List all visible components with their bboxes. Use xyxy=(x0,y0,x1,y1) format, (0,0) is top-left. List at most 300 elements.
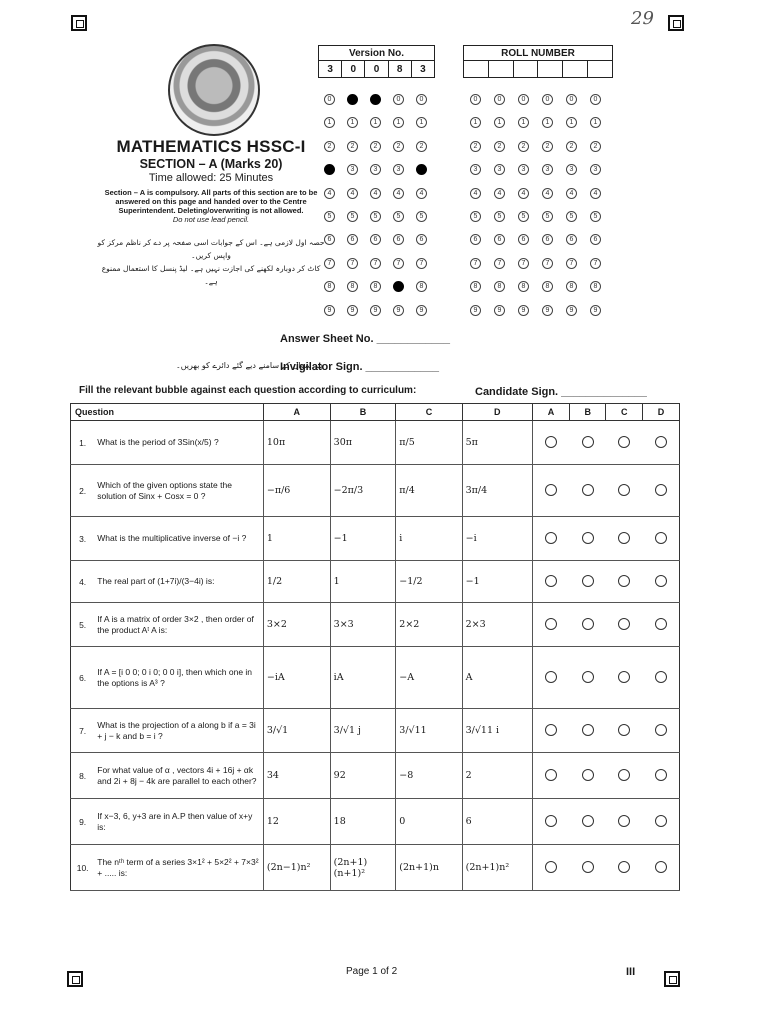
option-a: 10π xyxy=(263,421,330,465)
version-bubble[interactable]: 1 xyxy=(416,117,427,128)
version-bubble[interactable]: 9 xyxy=(416,305,427,316)
answer-bubble-b[interactable] xyxy=(582,484,594,496)
version-bubble[interactable]: 6 xyxy=(393,234,404,245)
roll-bubble[interactable]: 1 xyxy=(470,117,481,128)
roll-bubble[interactable]: 5 xyxy=(590,211,601,222)
option-d: (2n+1)n² xyxy=(462,845,532,891)
answer-bubble-a[interactable] xyxy=(545,618,557,630)
question-row xyxy=(71,465,680,517)
option-c: π/5 xyxy=(396,421,462,465)
version-digit: 8 xyxy=(388,61,411,78)
version-bubble[interactable]: 6 xyxy=(347,234,358,245)
option-b: (2n+1)(n+1)² xyxy=(330,845,396,891)
roll-digit-cell[interactable] xyxy=(513,61,538,78)
version-bubble[interactable]: 6 xyxy=(416,234,427,245)
version-label: Version No. xyxy=(319,46,435,61)
roll-bubble[interactable]: 4 xyxy=(494,188,505,199)
handwritten-page-number: 29 xyxy=(631,8,654,29)
version-bubble[interactable]: 0 xyxy=(324,94,335,105)
question-text: If A = [i 0 0; 0 i 0; 0 0 i], then which one in the options is A³ ? xyxy=(94,647,263,709)
answer-bubble-cell-a xyxy=(532,845,569,891)
roll-bubble[interactable]: 8 xyxy=(542,281,553,292)
answer-bubble-cell-d xyxy=(642,603,679,647)
version-bubble[interactable]: 7 xyxy=(324,258,335,269)
question-row xyxy=(71,517,680,561)
answer-bubble-cell-c xyxy=(606,603,643,647)
question-row xyxy=(71,647,680,709)
answer-bubble-c[interactable] xyxy=(618,724,630,736)
option-a: −iA xyxy=(263,647,330,709)
answer-bubble-cell-c xyxy=(606,845,643,891)
option-d: 2×3 xyxy=(462,603,532,647)
roll-bubble[interactable]: 3 xyxy=(590,164,601,175)
roll-bubble[interactable]: 4 xyxy=(542,188,553,199)
answer-bubble-a[interactable] xyxy=(545,671,557,683)
answer-bubble-cell-d xyxy=(642,561,679,603)
answer-bubble-b[interactable] xyxy=(582,861,594,873)
version-digit: 0 xyxy=(365,61,388,78)
answer-bubble-cell-c xyxy=(606,709,643,753)
roll-bubble[interactable]: 6 xyxy=(494,234,505,245)
answer-bubble-cell-b xyxy=(569,753,606,799)
option-b: 30π xyxy=(330,421,396,465)
option-b: −2π/3 xyxy=(330,465,396,517)
answer-bubble-c[interactable] xyxy=(618,861,630,873)
version-bubble[interactable]: 5 xyxy=(347,211,358,222)
urdu-line-1: حصہ اول لازمی ہے۔ اس کے جوابات اسی صفحہ پر دے کر ناظم مرکز کو واپس کریں۔ xyxy=(97,238,325,260)
time-allowed: Time allowed: 25 Minutes xyxy=(148,172,274,184)
answer-bubble-cell-b xyxy=(569,647,606,709)
option-c: 2×2 xyxy=(396,603,462,647)
answer-bubble-a[interactable] xyxy=(545,436,557,448)
roll-bubble[interactable]: 5 xyxy=(566,211,577,222)
invigilator-sign: Invigilator Sign. ____________ xyxy=(280,361,439,373)
answer-bubble-cell-b xyxy=(569,799,606,845)
version-bubble[interactable]: 1 xyxy=(324,117,335,128)
answer-bubble-cell-d xyxy=(642,709,679,753)
version-bubble[interactable]: 5 xyxy=(416,211,427,222)
answer-bubble-cell-d xyxy=(642,421,679,465)
roll-bubble[interactable]: 7 xyxy=(494,258,505,269)
roll-bubble[interactable]: 6 xyxy=(566,234,577,245)
roll-bubble[interactable]: 0 xyxy=(518,94,529,105)
version-bubble[interactable]: 8 xyxy=(347,281,358,292)
table-header-row xyxy=(71,404,680,421)
version-bubble[interactable]: 6 xyxy=(324,234,335,245)
roll-bubble[interactable]: 9 xyxy=(542,305,553,316)
answer-bubble-d[interactable] xyxy=(655,532,667,544)
roll-bubble[interactable]: 2 xyxy=(566,141,577,152)
answer-bubble-cell-b xyxy=(569,845,606,891)
answer-bubble-cell-b xyxy=(569,603,606,647)
option-b: 3×3 xyxy=(330,603,396,647)
option-c: 3/√11 xyxy=(396,709,462,753)
answer-bubble-a[interactable] xyxy=(545,861,557,873)
answer-bubble-cell-c xyxy=(606,517,643,561)
roll-bubble[interactable]: 8 xyxy=(494,281,505,292)
header-option-d: D xyxy=(462,404,532,421)
header-question: Question xyxy=(71,404,264,421)
option-c: i xyxy=(396,517,462,561)
roll-bubble[interactable]: 0 xyxy=(566,94,577,105)
answer-bubble-a[interactable] xyxy=(545,484,557,496)
urdu-instructions xyxy=(96,236,326,288)
question-row xyxy=(71,709,680,753)
answer-bubble-cell-a xyxy=(532,421,569,465)
roll-bubble[interactable]: 7 xyxy=(518,258,529,269)
version-bubble[interactable]: 7 xyxy=(347,258,358,269)
roll-bubble[interactable]: 2 xyxy=(518,141,529,152)
roll-bubble[interactable]: 4 xyxy=(566,188,577,199)
answer-bubble-c[interactable] xyxy=(618,618,630,630)
answer-bubble-cell-c xyxy=(606,465,643,517)
pencil-note: Do not use lead pencil. xyxy=(172,215,250,224)
answer-bubble-cell-d xyxy=(642,753,679,799)
answer-bubble-a[interactable] xyxy=(545,724,557,736)
question-number: 1. xyxy=(71,421,95,465)
option-d: −1 xyxy=(462,561,532,603)
answer-bubble-cell-a xyxy=(532,603,569,647)
answer-bubble-d[interactable] xyxy=(655,861,667,873)
option-d: 3π/4 xyxy=(462,465,532,517)
question-number: 2. xyxy=(71,465,95,517)
version-bubble[interactable]: 4 xyxy=(324,188,335,199)
option-d: 6 xyxy=(462,799,532,845)
option-a: 3×2 xyxy=(263,603,330,647)
version-bubble[interactable]: 1 xyxy=(347,117,358,128)
roll-bubble[interactable]: 9 xyxy=(566,305,577,316)
answer-bubble-cell-c xyxy=(606,421,643,465)
roll-bubble[interactable]: 5 xyxy=(470,211,481,222)
question-text: If A is a matrix of order 3×2 , then order of the product Aᵗ A is: xyxy=(94,603,263,647)
answer-bubble-b[interactable] xyxy=(582,769,594,781)
answer-sheet-number: Answer Sheet No. ____________ xyxy=(280,333,450,345)
question-text: What is the projection of a along b if a = 3i + j − k and b = i ? xyxy=(94,709,263,753)
question-number: 8. xyxy=(71,753,95,799)
option-b: 18 xyxy=(330,799,396,845)
answer-bubble-a[interactable] xyxy=(545,575,557,587)
roll-digit-cell[interactable] xyxy=(588,61,613,78)
version-bubble[interactable]: 8 xyxy=(370,281,381,292)
option-d: A xyxy=(462,647,532,709)
version-digit: 3 xyxy=(319,61,342,78)
option-c: −1/2 xyxy=(396,561,462,603)
version-bubble[interactable]: 2 xyxy=(393,141,404,152)
answer-bubble-cell-a xyxy=(532,517,569,561)
registration-mark-bottom-left xyxy=(67,971,83,987)
urdu-line-2: کاٹ کر دوبارہ لکھنے کی اجازت نہیں ہے۔ لیڈ پنسل کا استعمال ممنوع ہے۔ xyxy=(101,264,321,286)
roll-digit-cell[interactable] xyxy=(538,61,563,78)
version-bubble[interactable]: 5 xyxy=(393,211,404,222)
answer-bubble-d[interactable] xyxy=(655,436,667,448)
version-digit: 3 xyxy=(411,61,434,78)
roll-bubble[interactable]: 1 xyxy=(590,117,601,128)
roll-bubble[interactable]: 9 xyxy=(470,305,481,316)
questions-table xyxy=(70,403,680,891)
header-bubble-c: C xyxy=(606,404,643,421)
answer-bubble-a[interactable] xyxy=(545,532,557,544)
answer-bubble-c[interactable] xyxy=(618,532,630,544)
section-heading: SECTION – A (Marks 20) xyxy=(139,157,283,171)
option-a: 34 xyxy=(263,753,330,799)
option-a: (2n−1)n² xyxy=(263,845,330,891)
answer-bubble-cell-a xyxy=(532,647,569,709)
answer-bubble-cell-b xyxy=(569,709,606,753)
answer-bubble-cell-d xyxy=(642,465,679,517)
roll-bubble[interactable]: 2 xyxy=(470,141,481,152)
answer-bubble-b[interactable] xyxy=(582,575,594,587)
roll-bubble[interactable]: 3 xyxy=(470,164,481,175)
version-digit: 0 xyxy=(342,61,365,78)
version-bubble[interactable]: 3 xyxy=(324,164,335,175)
option-d: −i xyxy=(462,517,532,561)
roll-bubble[interactable]: 6 xyxy=(518,234,529,245)
question-number: 3. xyxy=(71,517,95,561)
answer-bubble-cell-a xyxy=(532,709,569,753)
roll-bubble[interactable]: 4 xyxy=(470,188,481,199)
version-bubble[interactable]: 8 xyxy=(324,281,335,292)
instructions-text: Section – A is compulsory. All parts of this section are to be answered on this page and handed over to the Centre Superintendent. Deleting/overwriting is not allowed. xyxy=(104,188,318,215)
answer-bubble-cell-c xyxy=(606,799,643,845)
answer-bubble-cell-a xyxy=(532,561,569,603)
roll-bubble[interactable]: 3 xyxy=(542,164,553,175)
version-bubble[interactable]: 3 xyxy=(393,164,404,175)
roll-bubble[interactable]: 8 xyxy=(566,281,577,292)
option-a: 1/2 xyxy=(263,561,330,603)
roll-bubble[interactable]: 1 xyxy=(542,117,553,128)
version-bubble[interactable]: 4 xyxy=(347,188,358,199)
answer-bubble-cell-a xyxy=(532,465,569,517)
candidate-sign: Candidate Sign. ______________ xyxy=(475,386,647,398)
roll-digit-cell[interactable] xyxy=(488,61,513,78)
answer-bubble-cell-b xyxy=(569,561,606,603)
answer-bubble-b[interactable] xyxy=(582,532,594,544)
answer-bubble-cell-d xyxy=(642,799,679,845)
answer-bubble-cell-b xyxy=(569,465,606,517)
option-a: 12 xyxy=(263,799,330,845)
roll-bubble[interactable]: 1 xyxy=(494,117,505,128)
roll-bubble[interactable]: 8 xyxy=(470,281,481,292)
version-bubble[interactable]: 8 xyxy=(416,281,427,292)
answer-bubble-d[interactable] xyxy=(655,724,667,736)
roll-bubble[interactable]: 0 xyxy=(470,94,481,105)
version-bubble[interactable]: 5 xyxy=(324,211,335,222)
answer-bubble-c[interactable] xyxy=(618,769,630,781)
version-bubble[interactable]: 3 xyxy=(370,164,381,175)
roll-bubble[interactable]: 8 xyxy=(590,281,601,292)
version-bubble[interactable]: 5 xyxy=(370,211,381,222)
version-box xyxy=(318,45,435,78)
question-text: Which of the given options state the solution of Sinx + Cosx = 0 ? xyxy=(94,465,263,517)
roll-digit-cell[interactable] xyxy=(563,61,588,78)
option-b: iA xyxy=(330,647,396,709)
roll-bubble[interactable]: 4 xyxy=(590,188,601,199)
answer-bubble-cell-c xyxy=(606,753,643,799)
answer-bubble-d[interactable] xyxy=(655,575,667,587)
question-row xyxy=(71,753,680,799)
question-text: For what value of α , vectors 4i + 16j + αk and 2i + 8j − 4k are parallel to each other? xyxy=(94,753,263,799)
option-a: 3/√1 xyxy=(263,709,330,753)
option-a: −π/6 xyxy=(263,465,330,517)
answer-bubble-a[interactable] xyxy=(545,769,557,781)
version-bubble[interactable]: 9 xyxy=(324,305,335,316)
header-option-a: A xyxy=(263,404,330,421)
answer-bubble-c[interactable] xyxy=(618,436,630,448)
option-c: −A xyxy=(396,647,462,709)
question-text: The real part of (1+7i)/(3−4i) is: xyxy=(94,561,263,603)
roll-bubble[interactable]: 1 xyxy=(518,117,529,128)
urdu-bubble-instruction: ہر سوال کے سامنے دیے گئے دائرے کو بھریں۔ xyxy=(176,361,324,370)
question-row xyxy=(71,561,680,603)
version-bubble[interactable]: 8 xyxy=(393,281,404,292)
question-text: What is the period of 3Sin(x/5) ? xyxy=(94,421,263,465)
roll-number-box xyxy=(463,45,613,78)
answer-bubble-d[interactable] xyxy=(655,618,667,630)
answer-bubble-cell-c xyxy=(606,561,643,603)
answer-bubble-d[interactable] xyxy=(655,815,667,827)
version-bubble[interactable]: 0 xyxy=(416,94,427,105)
roll-bubble[interactable]: 9 xyxy=(518,305,529,316)
roll-bubble[interactable]: 4 xyxy=(518,188,529,199)
question-number: 7. xyxy=(71,709,95,753)
version-bubble[interactable]: 1 xyxy=(393,117,404,128)
version-bubble[interactable]: 1 xyxy=(370,117,381,128)
roll-bubble[interactable]: 5 xyxy=(518,211,529,222)
header-bubble-d: D xyxy=(642,404,679,421)
option-c: (2n+1)n xyxy=(396,845,462,891)
question-text: The nᵗʰ term of a series 3×1² + 5×2² + 7×3² + ..... is: xyxy=(94,845,263,891)
option-a: 1 xyxy=(263,517,330,561)
registration-mark-bottom-right xyxy=(664,971,680,987)
question-row xyxy=(71,421,680,465)
header-bubble-a: A xyxy=(532,404,569,421)
version-bubble[interactable]: 7 xyxy=(416,258,427,269)
answer-bubble-d[interactable] xyxy=(655,671,667,683)
answer-bubble-d[interactable] xyxy=(655,769,667,781)
version-bubble[interactable]: 0 xyxy=(370,94,381,105)
roll-bubble[interactable]: 1 xyxy=(566,117,577,128)
question-text: If x−3, 6, y+3 are in A.P then value of x+y is: xyxy=(94,799,263,845)
roll-bubble[interactable]: 0 xyxy=(590,94,601,105)
roll-bubble[interactable]: 3 xyxy=(566,164,577,175)
answer-bubble-b[interactable] xyxy=(582,815,594,827)
version-bubble[interactable]: 4 xyxy=(370,188,381,199)
header-option-c: C xyxy=(396,404,462,421)
version-bubble[interactable]: 2 xyxy=(347,141,358,152)
roll-bubble[interactable]: 2 xyxy=(542,141,553,152)
version-bubble[interactable]: 7 xyxy=(370,258,381,269)
version-bubble[interactable]: 3 xyxy=(347,164,358,175)
version-bubble[interactable]: 9 xyxy=(347,305,358,316)
roll-bubble[interactable]: 7 xyxy=(566,258,577,269)
option-b: 1 xyxy=(330,561,396,603)
roll-bubble[interactable]: 5 xyxy=(542,211,553,222)
roll-bubble[interactable]: 9 xyxy=(590,305,601,316)
question-number: 5. xyxy=(71,603,95,647)
roll-bubble[interactable]: 6 xyxy=(542,234,553,245)
option-c: −8 xyxy=(396,753,462,799)
option-b: 92 xyxy=(330,753,396,799)
answer-bubble-c[interactable] xyxy=(618,575,630,587)
roll-digit-cell[interactable] xyxy=(464,61,489,78)
answer-bubble-b[interactable] xyxy=(582,671,594,683)
roll-bubble[interactable]: 7 xyxy=(470,258,481,269)
answer-bubble-c[interactable] xyxy=(618,815,630,827)
fill-instruction: Fill the relevant bubble against each question according to curriculum: xyxy=(79,385,417,396)
option-d: 5π xyxy=(462,421,532,465)
roll-number-label: ROLL NUMBER xyxy=(464,46,613,61)
roll-bubble[interactable]: 5 xyxy=(494,211,505,222)
question-row xyxy=(71,845,680,891)
roll-bubble[interactable]: 3 xyxy=(518,164,529,175)
answer-bubble-c[interactable] xyxy=(618,671,630,683)
version-bubble[interactable]: 0 xyxy=(393,94,404,105)
answer-bubble-cell-c xyxy=(606,647,643,709)
answer-bubble-b[interactable] xyxy=(582,618,594,630)
roll-bubble[interactable]: 9 xyxy=(494,305,505,316)
roll-bubble[interactable]: 0 xyxy=(494,94,505,105)
version-bubble[interactable]: 6 xyxy=(370,234,381,245)
roll-bubble[interactable]: 3 xyxy=(494,164,505,175)
option-c: π/4 xyxy=(396,465,462,517)
roll-bubble[interactable]: 6 xyxy=(590,234,601,245)
answer-bubble-c[interactable] xyxy=(618,484,630,496)
answer-bubble-cell-d xyxy=(642,845,679,891)
roll-bubble[interactable]: 0 xyxy=(542,94,553,105)
option-b: 3/√1 j xyxy=(330,709,396,753)
section-instructions xyxy=(100,188,322,224)
answer-bubble-b[interactable] xyxy=(582,436,594,448)
roman-numeral: III xyxy=(626,966,636,978)
version-bubble[interactable]: 2 xyxy=(324,141,335,152)
registration-mark-top-right xyxy=(668,15,684,31)
option-d: 2 xyxy=(462,753,532,799)
question-row xyxy=(71,799,680,845)
version-bubble[interactable]: 2 xyxy=(370,141,381,152)
version-bubble[interactable]: 9 xyxy=(393,305,404,316)
option-b: −1 xyxy=(330,517,396,561)
roll-bubble[interactable]: 2 xyxy=(590,141,601,152)
version-bubble[interactable]: 7 xyxy=(393,258,404,269)
answer-bubble-b[interactable] xyxy=(582,724,594,736)
roll-bubble[interactable]: 8 xyxy=(518,281,529,292)
answer-bubble-cell-d xyxy=(642,647,679,709)
version-bubble[interactable]: 0 xyxy=(347,94,358,105)
version-bubble[interactable]: 9 xyxy=(370,305,381,316)
version-bubble[interactable]: 4 xyxy=(393,188,404,199)
question-text: What is the multiplicative inverse of −i ? xyxy=(94,517,263,561)
paper-title: MATHEMATICS HSSC-I xyxy=(116,137,306,156)
version-bubble[interactable]: 3 xyxy=(416,164,427,175)
roll-bubble[interactable]: 2 xyxy=(494,141,505,152)
answer-bubble-a[interactable] xyxy=(545,815,557,827)
page-indicator: Page 1 of 2 xyxy=(346,966,398,977)
version-bubble[interactable]: 4 xyxy=(416,188,427,199)
roll-bubble[interactable]: 6 xyxy=(470,234,481,245)
answer-bubble-cell-b xyxy=(569,517,606,561)
question-row xyxy=(71,603,680,647)
option-d: 3/√11 i xyxy=(462,709,532,753)
version-bubble[interactable]: 2 xyxy=(416,141,427,152)
roll-bubble[interactable]: 7 xyxy=(542,258,553,269)
roll-bubble[interactable]: 7 xyxy=(590,258,601,269)
answer-bubble-cell-d xyxy=(642,517,679,561)
option-c: 0 xyxy=(396,799,462,845)
board-seal-logo xyxy=(168,44,260,136)
answer-bubble-cell-a xyxy=(532,753,569,799)
answer-bubble-d[interactable] xyxy=(655,484,667,496)
answer-bubble-cell-b xyxy=(569,421,606,465)
